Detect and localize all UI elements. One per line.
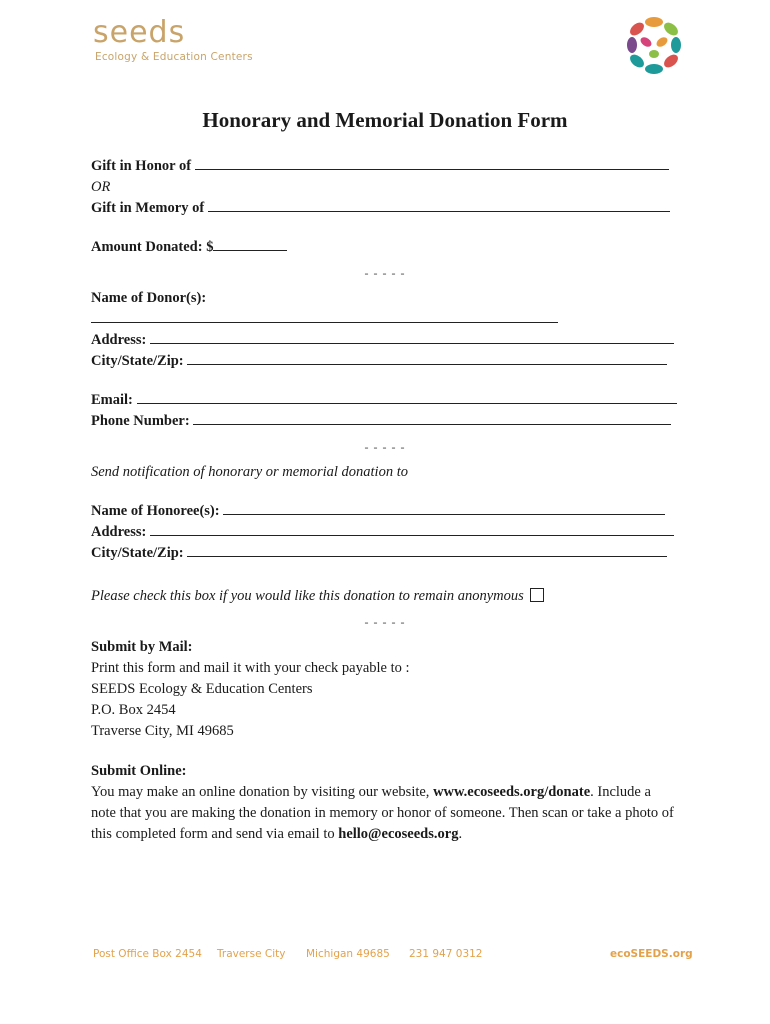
- amount-row: [91, 237, 287, 257]
- online-line-3-suffix: .: [458, 826, 463, 842]
- mail-line-3: P.O. Box 2454: [91, 702, 176, 718]
- donor-phone-label: Phone Number:: [91, 413, 190, 429]
- anonymous-row: [91, 586, 544, 606]
- online-line-1-suffix: . Include a: [590, 784, 651, 800]
- separator-1: - - - - -: [364, 266, 406, 280]
- donor-email-label: Email:: [91, 392, 133, 408]
- donor-address-field[interactable]: [150, 330, 674, 344]
- anonymous-checkbox[interactable]: [530, 588, 544, 602]
- mail-line-4: Traverse City, MI 49685: [91, 723, 234, 739]
- online-line-3-prefix: this completed form and send via email to: [91, 826, 339, 842]
- online-heading: Submit Online:: [91, 763, 187, 779]
- amount-field[interactable]: [213, 237, 287, 251]
- form-title: Honorary and Memorial Donation Form: [202, 108, 568, 132]
- or-text: OR: [91, 179, 111, 195]
- donor-name-label: Name of Donor(s):: [91, 290, 207, 306]
- donor-address-label: Address:: [91, 332, 147, 348]
- donor-name-row: [91, 309, 558, 329]
- footer-site-link[interactable]: ecoSEEDS.org: [610, 948, 693, 960]
- mail-heading: Submit by Mail:: [91, 639, 193, 655]
- donor-email-field[interactable]: [137, 390, 677, 404]
- honoree-city-label: City/State/Zip:: [91, 545, 184, 561]
- notification-text: Send notification of honorary or memorial donation to: [91, 464, 408, 480]
- honoree-city-row: [91, 543, 667, 563]
- donor-phone-field[interactable]: [193, 411, 671, 425]
- anonymous-text: Please check this box if you would like this donation to remain anonymous: [91, 588, 524, 604]
- gift-memory-field[interactable]: [208, 198, 670, 212]
- amount-label: Amount Donated: $: [91, 239, 214, 255]
- donor-address-row: [91, 330, 674, 350]
- online-line-2: note that you are making the donation in memory or honor of someone. Then scan or take a photo of: [91, 805, 674, 821]
- honoree-name-row: [91, 501, 665, 521]
- email-link[interactable]: hello@ecoseeds.org: [338, 826, 459, 842]
- donor-phone-row: [91, 411, 671, 431]
- gift-honor-field[interactable]: [195, 156, 669, 170]
- footer-po-box: Post Office Box 2454: [93, 948, 202, 960]
- honoree-name-field[interactable]: [223, 501, 665, 515]
- gift-memory-row: [91, 198, 670, 218]
- honoree-address-label: Address:: [91, 524, 147, 540]
- donor-name-field[interactable]: [91, 309, 558, 323]
- gift-memory-label: Gift in Memory of: [91, 200, 205, 216]
- logo-wordmark: seeds: [93, 15, 186, 50]
- donor-city-label: City/State/Zip:: [91, 353, 184, 369]
- mail-line-1: Print this form and mail it with your check payable to :: [91, 660, 410, 676]
- mail-line-2: SEEDS Ecology & Education Centers: [91, 681, 313, 697]
- online-line-1-prefix: You may make an online donation by visiting our website,: [91, 784, 434, 800]
- honoree-name-label: Name of Honoree(s):: [91, 503, 220, 519]
- footer-phone: 231 947 0312: [409, 948, 483, 960]
- donor-city-row: [91, 351, 667, 371]
- footer-state: Michigan 49685: [306, 948, 390, 960]
- honoree-city-field[interactable]: [187, 543, 667, 557]
- gift-honor-label: Gift in Honor of: [91, 158, 192, 174]
- donor-email-row: [91, 390, 677, 410]
- separator-3: - - - - -: [364, 615, 406, 629]
- honoree-address-row: [91, 522, 674, 542]
- honoree-address-field[interactable]: [150, 522, 674, 536]
- donate-website-link[interactable]: www.ecoseeds.org/donate: [433, 784, 591, 800]
- gift-honor-row: [91, 156, 669, 176]
- online-line-1: [91, 782, 651, 802]
- footer-city: Traverse City: [217, 948, 286, 960]
- seeds-petal-logo-icon: [624, 14, 684, 76]
- donor-city-field[interactable]: [187, 351, 667, 365]
- separator-2: - - - - -: [364, 440, 406, 454]
- online-line-3: [91, 824, 462, 844]
- logo-subtitle: Ecology & Education Centers: [95, 51, 253, 63]
